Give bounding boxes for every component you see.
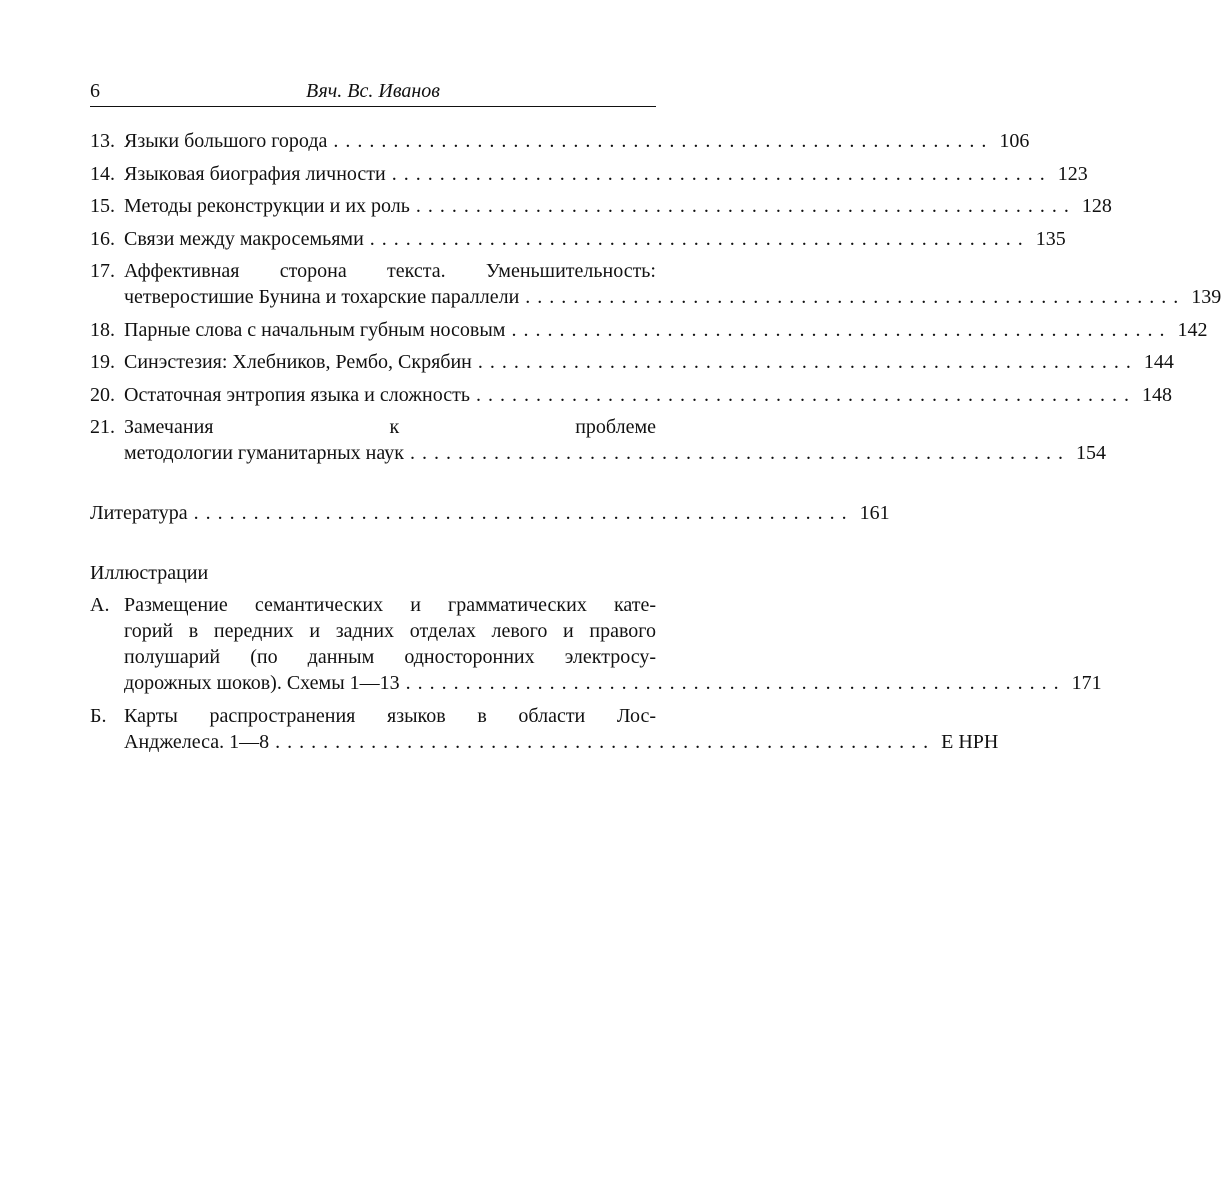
dot-leader: .......................................................	[369, 227, 1030, 250]
entry-body	[124, 382, 1172, 408]
toc-entry[interactable]	[90, 226, 1066, 252]
chapter-number: 20.	[90, 383, 115, 406]
entry-last-line	[124, 440, 1106, 466]
chapter-number: 14.	[90, 162, 115, 185]
dot-leader: .......................................................	[511, 318, 1172, 341]
entry-body	[124, 226, 1066, 252]
entry-title-line: Карты распространения языков в области Лос-	[124, 704, 656, 727]
running-title: Вяч. Вс. Иванов	[306, 80, 440, 102]
dot-leader: .......................................................	[409, 442, 1070, 464]
entry-body	[124, 703, 999, 755]
entry-last-line	[124, 161, 1088, 187]
entry-title-line: методологии гуманитарных наук	[124, 442, 404, 464]
entry-last-line	[124, 284, 1221, 310]
toc-entry-literature[interactable]	[90, 500, 890, 526]
illustrations-section	[90, 560, 1102, 755]
dot-leader: .......................................................	[193, 502, 854, 524]
toc-entry[interactable]	[90, 193, 1112, 219]
toc-entry[interactable]	[90, 128, 1030, 154]
dot-leader: .......................................................	[477, 351, 1138, 373]
illustration-letter: Б.	[90, 704, 107, 727]
dot-leader: .......................................................	[333, 130, 994, 152]
entry-page-number: 139	[1191, 286, 1221, 308]
entry-title-line: четверостишие Бунина и тохарские параллели	[124, 286, 520, 308]
entry-page-number: 148	[1142, 383, 1172, 406]
chapter-number: 18.	[90, 318, 115, 341]
entry-title-line: Методы реконструкции и их роль	[124, 195, 410, 217]
entry-title-line: Анджелеса. 1—8	[124, 730, 270, 753]
entry-title-line: горий в передних и задних отделах левого и правого	[124, 620, 656, 642]
chapter-number: 13.	[90, 130, 115, 152]
running-header	[90, 78, 656, 104]
dot-leader: .......................................................	[405, 672, 1066, 694]
toc-entry[interactable]	[90, 382, 1172, 408]
entry-title-line: Аффективная сторона текста. Уменьшительность:	[124, 260, 656, 282]
literature-section	[90, 500, 890, 526]
entry-last-line	[124, 670, 1102, 696]
entry-title-line: Замечания к проблеме	[124, 416, 656, 438]
entry-body	[124, 317, 1208, 343]
page-number: 6	[90, 80, 100, 102]
entry-body	[124, 258, 1221, 310]
illustrations-list	[90, 592, 1102, 755]
header-rule	[90, 106, 656, 107]
entry-title-line: Синэстезия: Хлебников, Рембо, Скрябин	[124, 351, 472, 373]
entry-page-number: 135	[1035, 227, 1066, 250]
entry-title-line: полушарий (по данным односторонних электросу-	[124, 646, 656, 668]
entry-title-line: Парные слова с начальным губным носовым	[124, 318, 506, 341]
dot-leader: .......................................................	[476, 383, 1136, 406]
entry-page-number: 171	[1071, 672, 1102, 694]
entry-title-line: Языковая биография личности	[124, 162, 386, 185]
table-of-contents	[90, 128, 1221, 761]
entry-page-number: 128	[1081, 195, 1112, 217]
entry-page-number: 106	[999, 130, 1030, 152]
entry-page-number: E HPH	[941, 730, 999, 753]
entry-body	[124, 128, 1030, 154]
entry-page-number: 154	[1075, 442, 1106, 464]
illustration-item[interactable]	[90, 703, 999, 755]
illustrations-heading: Иллюстрации	[90, 562, 209, 584]
entry-page-number: 144	[1143, 351, 1174, 373]
chapter-number: 15.	[90, 195, 115, 217]
entry-last-line	[124, 349, 1174, 375]
entry-title-line: Остаточная энтропия языка и сложность	[124, 383, 470, 406]
entry-body	[124, 592, 1102, 696]
entry-last-line	[124, 226, 1066, 252]
toc-entry[interactable]	[90, 258, 1221, 310]
entry-page-number: 123	[1057, 162, 1088, 185]
entry-last-line	[124, 193, 1112, 219]
toc-entry[interactable]	[90, 161, 1088, 187]
toc-entry[interactable]	[90, 349, 1174, 375]
illustration-letter: А.	[90, 594, 110, 616]
entry-title-line: дорожных шоков). Схемы 1—13	[124, 672, 400, 694]
entry-last-line	[124, 128, 1030, 154]
entry-title-line: Языки большого города	[124, 130, 328, 152]
chapter-number: 21.	[90, 416, 115, 438]
toc-entry[interactable]	[90, 317, 1208, 343]
book-page	[90, 0, 1221, 1188]
entry-title-line: Размещение семантических и грамматических кате-	[124, 594, 656, 616]
entry-last-line	[124, 317, 1208, 343]
dot-leader: .......................................................	[525, 286, 1186, 308]
dot-leader: .......................................................	[391, 162, 1052, 185]
entry-page-number: 142	[1177, 318, 1208, 341]
chapter-number: 16.	[90, 227, 115, 250]
toc-entry[interactable]	[90, 414, 1106, 466]
entry-body	[124, 193, 1112, 219]
entry-last-line	[124, 382, 1172, 408]
entry-last-line	[124, 729, 999, 755]
entry-title-line: Связи между макросемьями	[124, 227, 364, 250]
chapter-number: 17.	[90, 260, 115, 282]
entry-body	[124, 161, 1088, 187]
literature-label: Литература	[90, 502, 188, 524]
literature-page: 161	[859, 502, 890, 524]
dot-leader: .......................................................	[415, 195, 1076, 217]
dot-leader: .......................................................	[275, 730, 936, 753]
entry-body	[124, 414, 1106, 466]
illustration-item[interactable]	[90, 592, 1102, 696]
chapter-number: 19.	[90, 351, 115, 373]
entry-body	[124, 349, 1174, 375]
toc-chapter-list	[90, 128, 1221, 466]
